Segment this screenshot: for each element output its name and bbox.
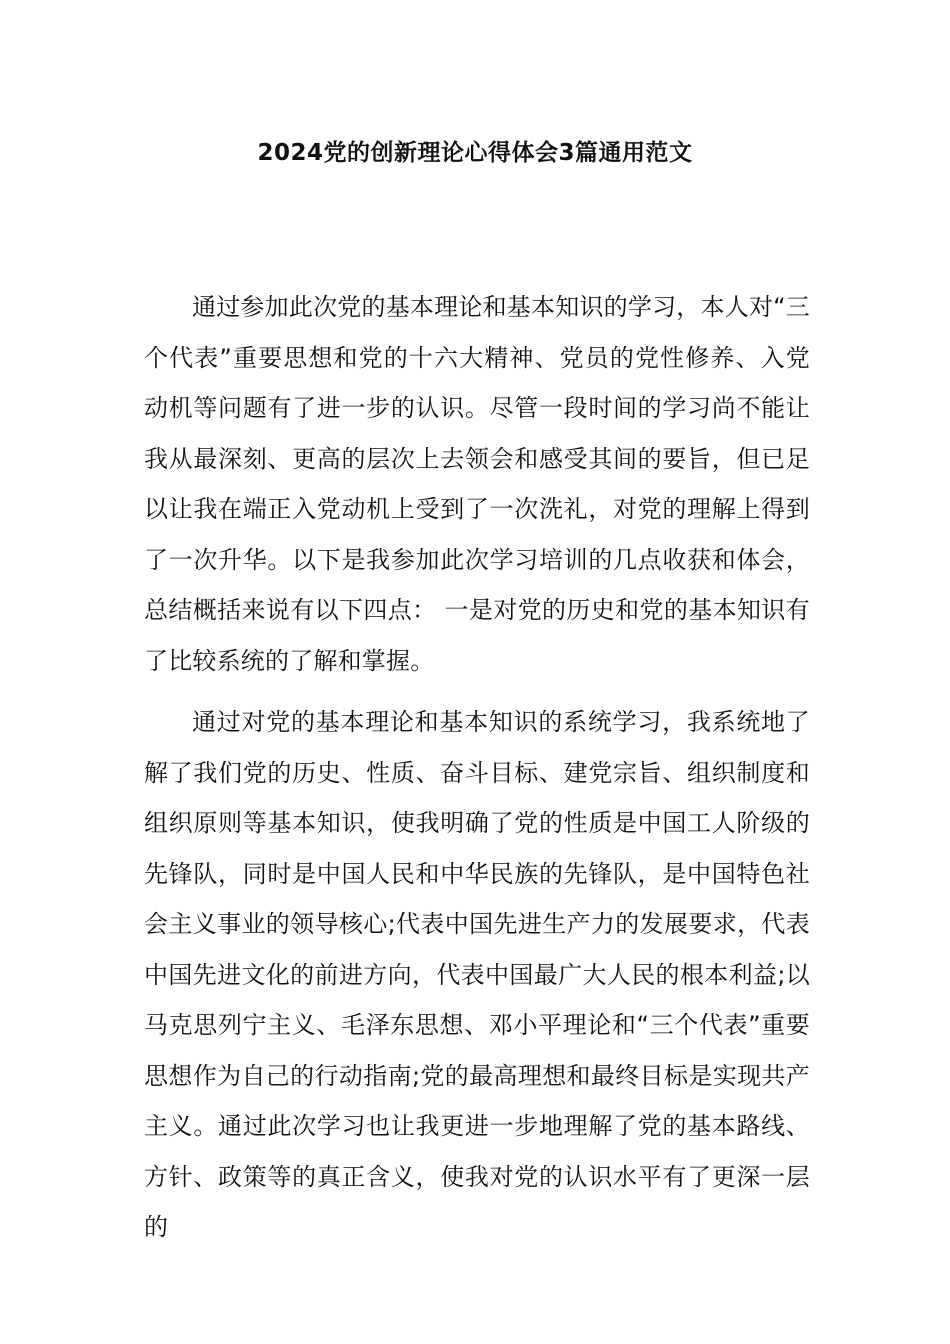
document-body — [144, 282, 810, 1253]
document-title: 2024党的创新理论心得体会3篇通用范文 — [257, 140, 693, 166]
paragraph-1: 通过参加此次党的基本理论和基本知识的学习，本人对“三个代表”重要思想和党的十六大精神、党员的党性修养、入党动机等问题有了进一步的认识。尽管一段时间的学习尚不能让我从最深刻、更高的层次上去领会和感受其间的要旨，但已足以让我在端正入党动机上受到了一次洗礼，对党的理解上得到了一次升华。以下是我参加此次学习培训的几点收获和体会，总结概括来说有以下四点： 一是对党的历史和党的基本知识有了比较系统的了解和掌握。 — [144, 293, 810, 675]
paragraph-2: 通过对党的基本理论和基本知识的系统学习，我系统地了解了我们党的历史、性质、奋斗目标、建党宗旨、组织制度和组织原则等基本知识，使我明确了党的性质是中国工人阶级的先锋队，同时是中国人民和中华民族的先锋队，是中国特色社会主义事业的领导核心;代表中国先进生产力的发展要求，代表中国先进文化的前进方向，代表中国最广大人民的根本利益;以马克思列宁主义、毛泽东思想、邓小平理论和“三个代表”重要思想作为自己的行动指南;党的最高理想和最终目标是实现共产主义。通过此次学习也让我更进一步地理解了党的基本路线、方针、政策等的真正含义，使我对党的认识水平有了更深一层的 — [144, 708, 810, 1241]
